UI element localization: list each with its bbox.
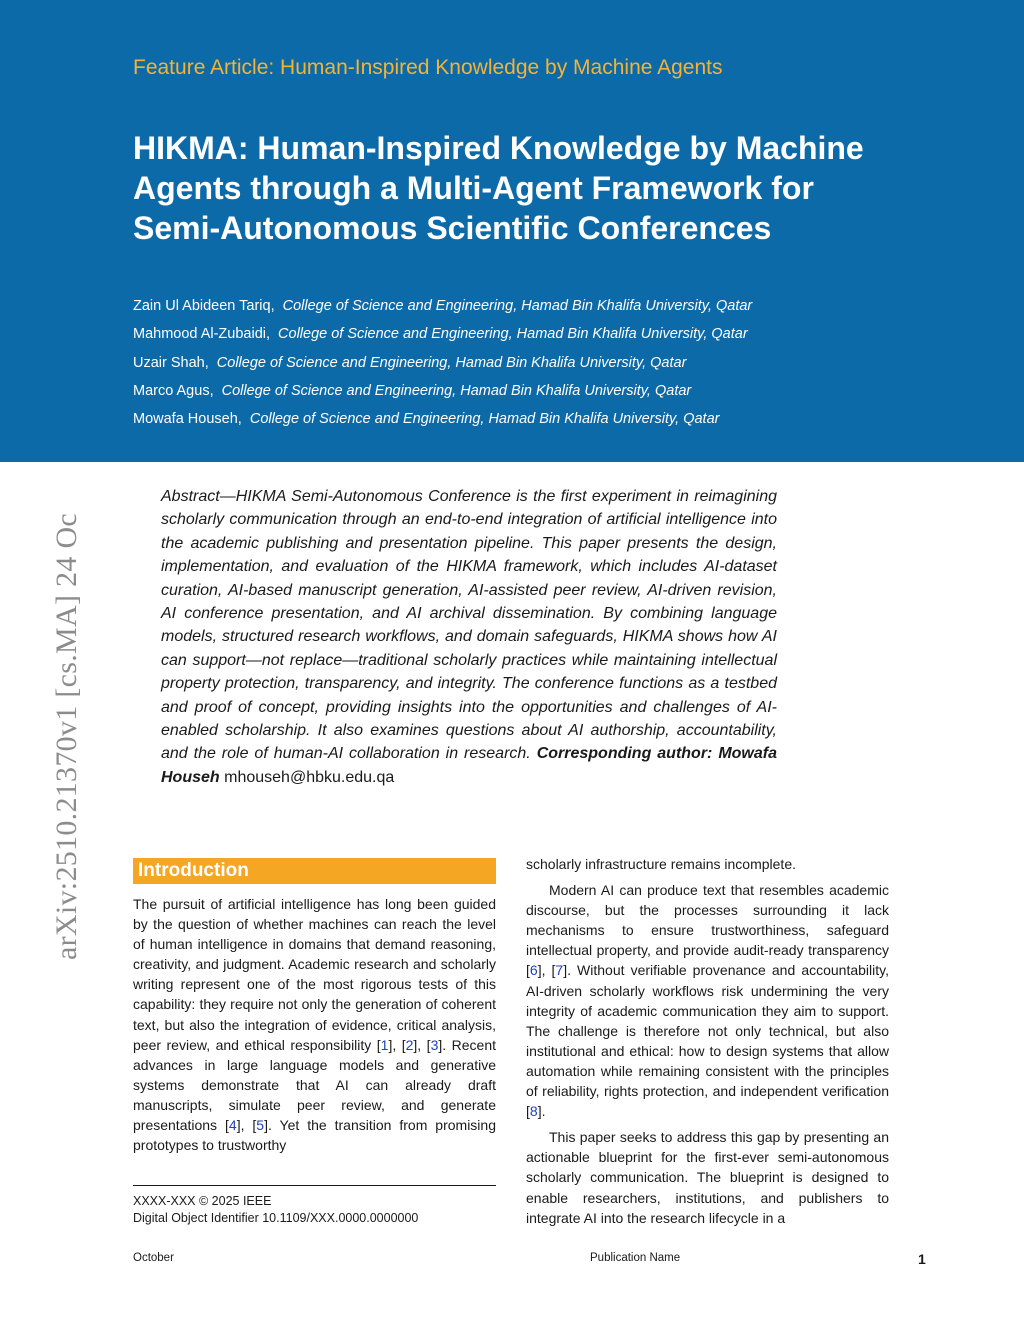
author-line	[133, 411, 933, 439]
intro-paragraph: The pursuit of artificial intelligence has long been guided by the question of whether machines can reach the level of human intelligence in domains that demand reasoning, creativity, and judgment. Academic research and scholarly writing represent one of the most rigorous tests of this capability: they require not only the generation of coherent text, but also the integration of evidence, critical analysis, peer review, and ethical responsibility [1], [2], [3]. Recent advances in large language models and generative systems demonstrate that AI can already draft manuscripts, simulate peer review, and generate presentations [4], [5]. Yet the transition from promising prototypes to trustworthy	[133, 896, 496, 1154]
arxiv-stamp: arXiv:2510.21370v1 [cs.MA] 24 Oc	[50, 512, 83, 960]
citation-link[interactable]: 5	[256, 1117, 265, 1134]
author-name: Uzair Shah,	[133, 354, 209, 371]
author-affiliation: College of Science and Engineering, Hamad Bin Khalifa University, Qatar	[282, 298, 753, 314]
citation-link[interactable]: 2	[405, 1036, 414, 1053]
abstract-text: Abstract—HIKMA Semi-Autonomous Conference is the first experiment in reimagining scholarly communication through an end-to-end integration of artificial intelligence into the academic publishing and presentation pipeline. This paper presents the design, implementation, and evaluation of the HIKMA framework, which includes AI-dataset curation, AI-based manuscript generation, AI-assisted peer review, AI-driven revision, AI conference presentation, and AI archival dissemination. By combining language models, structured research workflows, and domain safeguards, HIKMA shows how AI can support—not replace—traditional scholarly practices while maintaining intellectual property protection, transparency, and integrity. The conference functions as a testbed and proof of concept, providing insights into the opportunities and challenges of AI-enabled scholarship. It also examines questions about AI authorship, accountability, and the role of human-AI collaboration in research.	[161, 488, 777, 763]
footnote	[133, 1193, 418, 1227]
author-line	[133, 298, 933, 326]
citation-link[interactable]: 4	[228, 1117, 237, 1134]
author-name: Mowafa Househ,	[133, 411, 242, 428]
right-column	[526, 854, 889, 1228]
body-paragraph: This paper seeks to address this gap by presenting an actionable blueprint for the first-ever semi-autonomous scholarly communication. The blueprint is designed to enable researchers, institutions, and publishers to integrate AI into the research lifecycle in a	[526, 1129, 889, 1226]
body-text: .	[541, 1103, 546, 1120]
intro-text: . Recent advances in large language models and generative systems demonstrate that AI can already draft manuscripts, simulate peer review, and generate presentations	[133, 1036, 496, 1134]
intro-text: . Yet the transition from promising prototypes to trustworthy	[133, 1117, 496, 1154]
author-affiliation: College of Science and Engineering, Hamad Bin Khalifa University, Qatar	[278, 326, 748, 343]
feature-label: Feature Article: Human-Inspired Knowledge by Machine Agents	[133, 56, 723, 79]
left-column	[133, 858, 496, 1155]
author-list	[133, 298, 933, 439]
corresponding-email: mhouseh@hbku.edu.qa	[224, 768, 395, 786]
author-affiliation: College of Science and Engineering, Hamad Bin Khalifa University, Qatar	[221, 382, 692, 399]
citation-link[interactable]: 8	[529, 1103, 538, 1120]
citation-link[interactable]: 6	[529, 962, 538, 979]
author-line	[133, 326, 933, 354]
abstract	[161, 485, 777, 789]
footer-month: October	[133, 1252, 174, 1264]
author-name: Marco Agus,	[133, 382, 214, 399]
author-name: Mahmood Al-Zubaidi,	[133, 326, 271, 343]
author-line	[133, 383, 933, 411]
intro-text: The pursuit of artificial intelligence has long been guided by the question of whether machines can reach the level of human intelligence in domains that demand reasoning, creativity, and judgment. Academic research and scholarly writing represent one of the most rigorous tests of this capability: they require not only the generation of coherent text, but also the integration of evidence, critical analysis, peer review, and ethical responsibility	[133, 896, 496, 1053]
citation-link[interactable]: 3	[430, 1036, 439, 1053]
doi-line: Digital Object Identifier 10.1109/XXX.0000.0000000	[133, 1211, 419, 1225]
footnote-divider	[133, 1185, 496, 1186]
corresponding-author: Corresponding author: Mowafa Househ	[161, 745, 777, 786]
body-text: . Without verifiable provenance and accountability, AI-driven scholarly workflows risk undermining the very integrity of academic communication they aim to support. The challenge is therefore not only technical, but also institutional and ethical: how to design systems that allow automation while remaining consistent with the principles of reliability, rights protection, and independent verification	[526, 962, 889, 1100]
author-affiliation: College of Science and Engineering, Hamad Bin Khalifa University, Qatar	[216, 354, 687, 371]
body-text: Modern AI can produce text that resembles academic discourse, but the processes surrounding it lack mechanisms to ensure trustworthiness, safeguard intellectual property, and provide audit-ready transparency	[526, 882, 889, 959]
header-band	[0, 0, 1024, 462]
author-line	[133, 355, 933, 383]
citation-link[interactable]: 7	[555, 962, 564, 979]
citation-link[interactable]: 1	[380, 1036, 389, 1053]
author-name: Zain Ul Abideen Tariq,	[133, 298, 275, 314]
body-paragraph: Modern AI can produce text that resembles academic discourse, but the processes surrounding it lack mechanisms to ensure trustworthiness, safeguard intellectual property, and provide audit-ready transparency [6], [7]. Without verifiable provenance and accountability, AI-driven scholarly workflows risk undermining the very integrity of academic communication they aim to support. The challenge is therefore not only technical, but also institutional and ethical: how to design systems that allow automation while remaining consistent with the principles of reliability, rights protection, and independent verification [8].	[526, 882, 889, 1120]
paper-title: HIKMA: Human-Inspired Knowledge by Machine Agents through a Multi-Agent Framework for Semi-Autonomous Scientific Conferences	[133, 130, 864, 246]
author-affiliation: College of Science and Engineering, Hamad Bin Khalifa University, Qatar	[249, 411, 720, 428]
footer-publication: Publication Name	[590, 1252, 681, 1264]
section-heading-introduction: Introduction	[133, 858, 496, 884]
copyright-line: XXXX-XXX © 2025 IEEE	[133, 1194, 272, 1208]
page-number: 1	[918, 1251, 926, 1267]
body-paragraph: scholarly infrastructure remains incomplete.	[526, 856, 796, 872]
